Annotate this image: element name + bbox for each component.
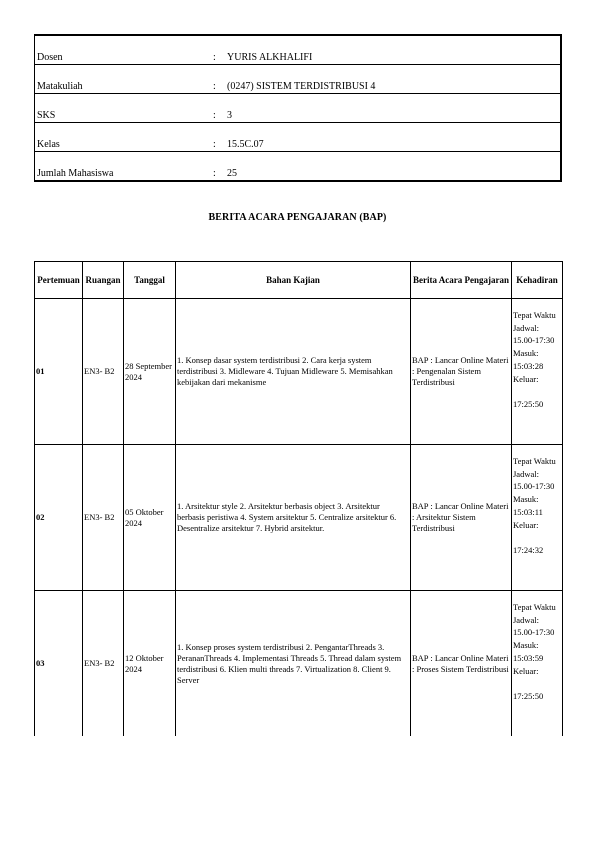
header-tanggal: Tanggal [124,262,176,299]
kehadiran-cell: Tepat Waktu Jadwal: 15.00-17:30 Masuk: 15:03:11 Keluar: 17:24:32 [512,445,563,591]
table-row [35,445,563,591]
info-label: Dosen [35,35,210,65]
info-label: Matakuliah [35,65,210,94]
page-title: BERITA ACARA PENGAJARAN (BAP) [208,212,387,223]
info-value: 25 [225,152,561,182]
bap-table [34,261,563,736]
table-row [35,591,563,737]
info-value: 15.5C.07 [225,123,561,152]
header-ruangan: Ruangan [83,262,124,299]
tanggal-cell: 12 Oktober 2024 [124,591,176,737]
berita-acara-cell: BAP : Lancar Online Materi : Pengenalan Sistem Terdistribusi [411,299,512,445]
header-berita-acara: Berita Acara Pengajaran [411,262,512,299]
header-pertemuan: Pertemuan [35,262,83,299]
berita-acara-cell: BAP : Lancar Online Materi : Proses Sistem Terdistribusi [411,591,512,737]
ruangan-cell: EN3- B2 [83,591,124,737]
info-separator: : [209,94,225,123]
info-separator: : [209,65,225,94]
bahan-kajian-cell: 1. Konsep dasar system terdistribusi 2. Cara kerja system terdistribusi 3. Midleware 4. Tujuan Midleware 5. Memisahkan kebijakan dari mekanisme [176,299,411,445]
pertemuan-cell: 03 [35,591,83,737]
bahan-kajian-cell: 1. Arsitektur style 2. Arsitektur berbasis object 3. Arsitektur berbasis peristiwa 4. System arsitektur 5. Centralize arsitektur 6. Desentralize arsitektur 7. Hybrid arsitektur. [176,445,411,591]
info-value: YURIS ALKHALIFI [225,35,561,65]
info-row [35,94,562,123]
header-kehadiran: Kehadiran [512,262,563,299]
berita-acara-cell: BAP : Lancar Online Materi : Arsitektur Sistem Terdistribusi [411,445,512,591]
table-row [35,299,563,445]
kehadiran-cell: Tepat Waktu Jadwal: 15.00-17:30 Masuk: 15:03:28 Keluar: 17:25:50 [512,299,563,445]
info-value: 3 [225,94,561,123]
bap-header-row [35,262,563,299]
ruangan-cell: EN3- B2 [83,299,124,445]
pertemuan-cell: 01 [35,299,83,445]
info-row [35,123,562,152]
info-separator: : [209,152,225,182]
info-row [35,65,562,94]
info-separator: : [209,35,225,65]
info-separator: : [209,123,225,152]
info-label: Kelas [35,123,210,152]
bahan-kajian-cell: 1. Konsep proses system terdistribusi 2. PengantarThreads 3. PerananThreads 4. Implementasi Threads 5. Thread dalam system terdistribusi 6. Klien multi threads 7. Virtualization 8. Client 9. Server [176,591,411,737]
info-value: (0247) SISTEM TERDISTRIBUSI 4 [225,65,561,94]
info-label: Jumlah Mahasiswa [35,152,210,182]
tanggal-cell: 05 Oktober 2024 [124,445,176,591]
header-bahan-kajian: Bahan Kajian [176,262,411,299]
ruangan-cell: EN3- B2 [83,445,124,591]
course-info-table [34,34,562,182]
info-label: SKS [35,94,210,123]
info-row [35,152,562,182]
kehadiran-cell: Tepat Waktu Jadwal: 15.00-17:30 Masuk: 15:03:59 Keluar: 17:25:50 [512,591,563,737]
tanggal-cell: 28 September 2024 [124,299,176,445]
info-row [35,35,562,65]
pertemuan-cell: 02 [35,445,83,591]
